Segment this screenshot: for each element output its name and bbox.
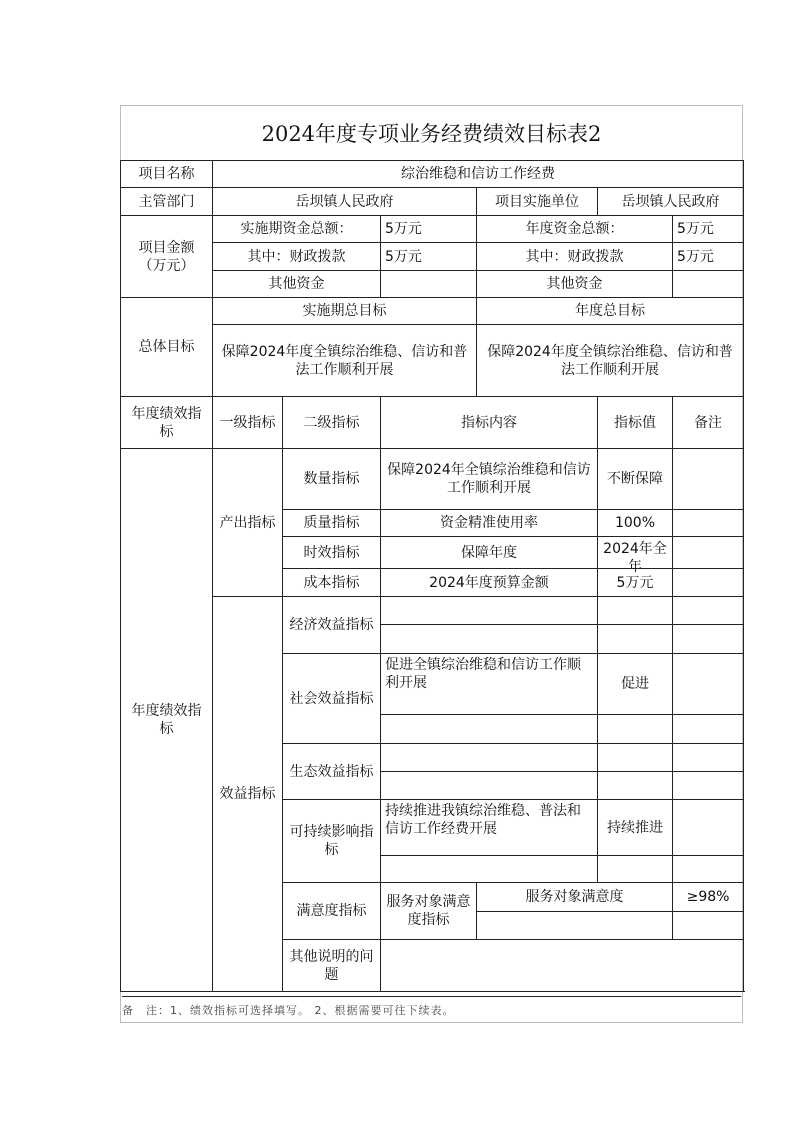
fiscal-funds-value: 5万元 — [381, 243, 477, 271]
economic-value-2 — [598, 625, 673, 654]
cost-remark — [673, 569, 744, 597]
other-funds-value — [381, 271, 477, 298]
quality-remark — [673, 510, 744, 537]
timeliness-remark — [673, 537, 744, 569]
header-content: 指标内容 — [381, 397, 598, 449]
ecological-value-1 — [598, 744, 673, 772]
quality-value: 100% — [598, 510, 673, 537]
satisfaction-content-2 — [477, 912, 673, 940]
total-funds-label: 实施期资金总额： — [213, 216, 381, 243]
ecological-indicator: 生态效益指标 — [283, 744, 381, 800]
annual-goal-header: 年度总目标 — [477, 298, 744, 325]
sustainability-content-2 — [381, 856, 598, 883]
annual-funds-label: 年度资金总额： — [477, 216, 673, 243]
sustainability-content: 持续推进我镇综治维稳、普法和信访工作经费开展 — [381, 800, 598, 856]
timeliness-value — [598, 537, 673, 575]
footnote: 备 注：1、绩效指标可选择填写。 2、根据需要可往下续表。 — [122, 996, 741, 1023]
form-title: 2024年度专项业务经费绩效目标表2 — [261, 122, 602, 146]
economic-remark-1 — [673, 597, 744, 625]
satisfaction-indicator-label: 满意度指标 — [283, 883, 381, 940]
social-content-2 — [381, 715, 598, 744]
annual-other-value — [673, 271, 744, 298]
annual-other-label: 其他资金 — [477, 271, 673, 298]
other-notes-value — [381, 940, 744, 992]
cost-value: 5万元 — [598, 569, 673, 597]
sustainability-indicator: 可持续影响指标 — [283, 800, 381, 883]
header-level1: 一级指标 — [213, 397, 283, 449]
social-remark — [673, 654, 744, 715]
annual-fiscal-value: 5万元 — [673, 243, 744, 271]
cost-content: 2024年度预算金额 — [381, 569, 598, 597]
performance-table — [120, 160, 744, 992]
period-goal-text: 保障2024年度全镇综治维稳、信访和普法工作顺利开展 — [213, 325, 477, 397]
ecological-value-2 — [598, 772, 673, 800]
economic-content-2 — [381, 625, 598, 654]
quantity-content: 保障2024年全镇综治维稳和信访工作顺利开展 — [381, 449, 598, 510]
satisfaction-content: 服务对象满意度 — [477, 883, 673, 912]
timeliness-indicator: 时效指标 — [283, 537, 381, 569]
period-goal-header: 实施期总目标 — [213, 298, 477, 325]
department-label: 主管部门 — [121, 188, 213, 216]
fiscal-funds-label: 其中：财政拨款 — [213, 243, 381, 271]
satisfaction-value-2 — [673, 912, 744, 940]
project-name-value: 综治维稳和信访工作经费 — [213, 161, 744, 188]
overall-goal-label: 总体目标 — [121, 298, 213, 397]
impl-unit-value: 岳坝镇人民政府 — [598, 188, 744, 216]
quality-indicator: 质量指标 — [283, 510, 381, 537]
satisfaction-value: ≥98% — [673, 883, 744, 912]
ecological-remark-1 — [673, 744, 744, 772]
quantity-indicator: 数量指标 — [283, 449, 381, 510]
timeliness-value-text: 2024年全年 — [603, 541, 667, 575]
social-indicator: 社会效益指标 — [283, 654, 381, 744]
benefit-indicator-label: 效益指标 — [213, 597, 283, 992]
header-category: 年度绩效指标 — [121, 397, 213, 449]
quality-content: 资金精准使用率 — [381, 510, 598, 537]
social-content: 促进全镇综治维稳和信访工作顺利开展 — [381, 654, 598, 715]
ecological-content-2 — [381, 772, 598, 800]
cost-indicator: 成本指标 — [283, 569, 381, 597]
quantity-remark — [673, 449, 744, 510]
sustainability-remark — [673, 800, 744, 856]
sustainability-value-2 — [598, 856, 673, 883]
header-value: 指标值 — [598, 397, 673, 449]
annual-fiscal-label: 其中：财政拨款 — [477, 243, 673, 271]
other-funds-label: 其他资金 — [213, 271, 381, 298]
header-remark: 备注 — [673, 397, 744, 449]
funding-label: 项目金额 （万元） — [121, 216, 213, 298]
timeliness-content: 保障年度 — [381, 537, 598, 569]
economic-value-1 — [598, 597, 673, 625]
economic-remark-2 — [673, 625, 744, 654]
annual-funds-value: 5万元 — [673, 216, 744, 243]
sustainability-value: 持续推进 — [598, 800, 673, 856]
social-value: 促进 — [598, 654, 673, 715]
total-funds-value: 5万元 — [381, 216, 477, 243]
economic-indicator: 经济效益指标 — [283, 597, 381, 654]
social-remark-2 — [673, 715, 744, 744]
other-notes-label: 其他说明的问题 — [283, 940, 381, 992]
output-indicator-label: 产出指标 — [213, 449, 283, 597]
impl-unit-label: 项目实施单位 — [477, 188, 598, 216]
sustainability-remark-2 — [673, 856, 744, 883]
annual-indicator-side-label: 年度绩效指标 — [121, 449, 213, 992]
service-satisfaction-indicator: 服务对象满意度指标 — [381, 883, 477, 940]
annual-goal-text: 保障2024年度全镇综治维稳、信访和普法工作顺利开展 — [477, 325, 744, 397]
ecological-remark-2 — [673, 772, 744, 800]
economic-content-1 — [381, 597, 598, 625]
header-level2: 二级指标 — [283, 397, 381, 449]
quantity-value: 不断保障 — [598, 449, 673, 510]
project-name-label: 项目名称 — [121, 161, 213, 188]
ecological-content-1 — [381, 744, 598, 772]
social-value-2 — [598, 715, 673, 744]
department-value: 岳坝镇人民政府 — [213, 188, 477, 216]
